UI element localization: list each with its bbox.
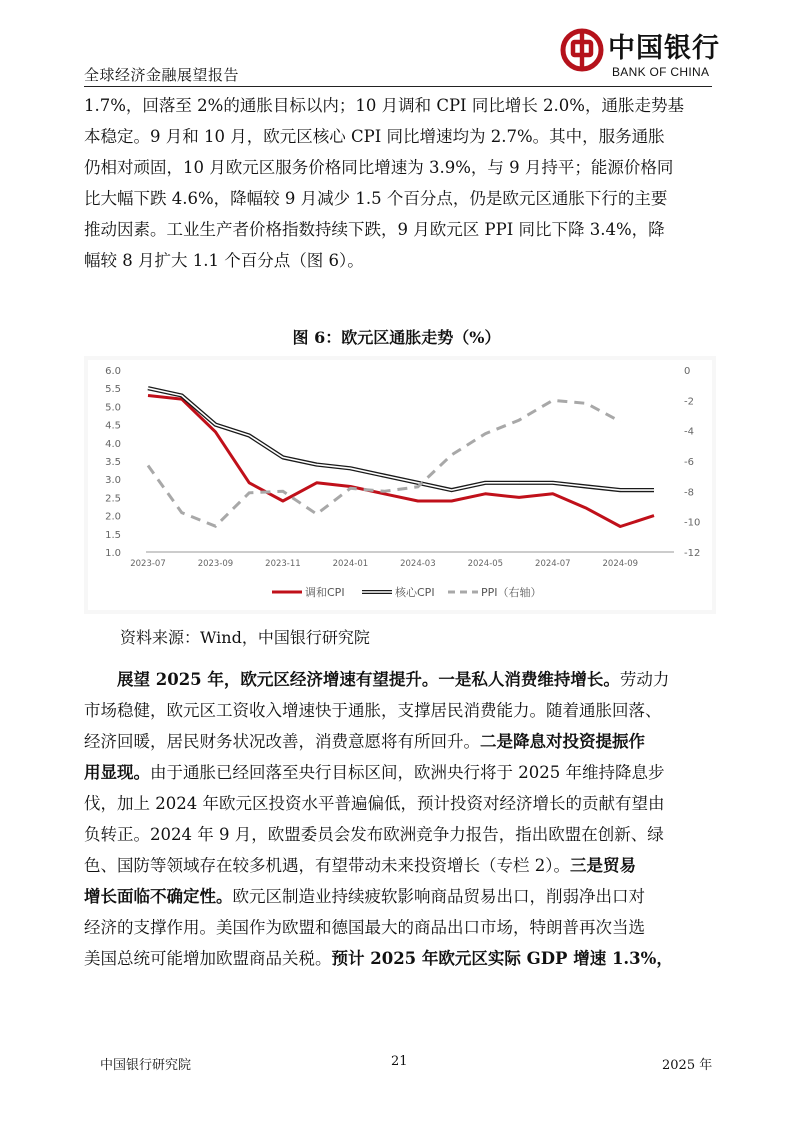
x-tick-label: 2023-09: [197, 559, 234, 569]
y-right-tick-label: 0: [684, 366, 691, 377]
text-span: 色、国防等领域存在较多机遇，有望带动未来投资增长（专栏 2）。: [84, 856, 570, 875]
y-right-tick-label: -8: [684, 487, 694, 499]
y-right-tick-label: -12: [684, 548, 701, 559]
figure-source: 资料来源：Wind，中国银行研究院: [120, 628, 370, 647]
text-line: 幅较 8 月扩大 1.1 个百分点（图 6）。: [84, 251, 364, 270]
y-left-tick-label: 4.5: [105, 420, 121, 432]
y-right-tick-label: -4: [684, 426, 694, 438]
x-tick-label: 2024-03: [400, 559, 436, 569]
header-rule: [84, 86, 712, 87]
text-line: [84, 664, 716, 695]
eurozone-inflation-chart: [84, 356, 716, 614]
text-span: 伐，加上 2024 年欧元区投资水平普遍偏低，预计投资对经济增长的贡献有望由: [84, 794, 665, 813]
bold-text: 用显现。: [84, 763, 150, 782]
legend-label: 核心CPI: [395, 586, 435, 599]
text-span: 负转正。2024 年 9 月，欧盟委员会发布欧洲竞争力报告，指出欧盟在创新、绿: [84, 825, 664, 844]
y-left-tick-label: 6.0: [105, 366, 121, 377]
text-line: 1.7%，回落至 2%的通胀目标以内；10 月调和 CPI 同比增长 2.0%，通胀走势基: [84, 96, 684, 115]
text-line: 推动因素。工业生产者价格指数持续下跌，9 月欧元区 PPI 同比下降 3.4%，降: [84, 220, 665, 239]
paragraph-inflation: [84, 90, 716, 276]
y-left-tick-label: 2.0: [105, 511, 121, 523]
text-line: [84, 819, 716, 850]
y-left-tick-label: 4.0: [105, 438, 121, 450]
y-left-tick-label: 5.0: [105, 402, 121, 414]
text-line: 仍相对顽固，10 月欧元区服务价格同比增速为 3.9%，与 9 月持平；能源价格同: [84, 158, 674, 177]
text-line: [84, 943, 716, 974]
page-header-title: 全球经济金融展望报告: [84, 66, 240, 84]
text-line: [84, 788, 716, 819]
text-line: 本稳定。9 月和 10 月，欧元区核心 CPI 同比增速均为 2.7%。其中，服务通胀: [84, 127, 665, 146]
y-left-tick-label: 2.5: [105, 493, 121, 505]
y-left-tick-label: 3.5: [105, 457, 121, 468]
x-tick-label: 2023-11: [265, 559, 301, 569]
text-line: 比大幅下跌 4.6%，降幅较 9 月减少 1.5 个百分点，仍是欧元区通胀下行的主要: [84, 189, 668, 208]
text-line: [84, 726, 716, 757]
text-span: 由于通胀已经回落至央行目标区间，欧洲央行将于 2025 年维持降息步: [150, 763, 665, 782]
bold-text: 预计 2025 年欧元区实际 GDP 增速 1.3%，: [331, 949, 673, 968]
bank-of-china-emblem-icon: [560, 28, 604, 72]
y-right-tick-label: -6: [684, 457, 694, 468]
paragraph-outlook: [84, 664, 716, 974]
text-line: [84, 881, 716, 912]
text-span: 经济回暖，居民财务状况改善，消费意愿将有所回升。: [84, 732, 480, 751]
y-right-tick-label: -10: [684, 517, 701, 529]
logo-english-name: BANK OF CHINA: [612, 65, 710, 79]
x-tick-label: 2024-05: [467, 559, 504, 569]
y-left-tick-label: 1.0: [105, 548, 121, 559]
footer-institution: 中国银行研究院: [100, 1058, 192, 1073]
y-right-tick-label: -2: [684, 396, 694, 408]
x-tick-label: 2023-07: [130, 559, 166, 569]
text-span: 市场稳健，欧元区工资收入增速快于通胀，支撑居民消费能力。随着通胀回落、: [84, 701, 662, 720]
legend-label: 调和CPI: [305, 586, 345, 599]
bold-text: 二是降息对投资提振作: [480, 732, 645, 751]
x-tick-label: 2024-07: [535, 559, 571, 569]
x-tick-label: 2024-09: [602, 559, 639, 569]
figure-title: 图 6：欧元区通胀走势（%）: [292, 328, 501, 347]
y-left-tick-label: 1.5: [105, 529, 121, 541]
bold-text: 增长面临不确定性。: [84, 887, 233, 906]
bold-text: 三是贸易: [570, 856, 636, 875]
text-line: [84, 850, 716, 881]
y-left-tick-label: 5.5: [105, 384, 121, 396]
text-line: [84, 912, 716, 943]
logo-chinese-name: 中国银行: [608, 33, 720, 64]
bold-text: 展望 2025 年，欧元区经济增速有望提升。一是私人消费维持增长。: [117, 670, 620, 689]
text-span: 经济的支撑作用。美国作为欧盟和德国最大的商品出口市场，特朗普再次当选: [84, 918, 645, 937]
text-span: 欧元区制造业持续疲软影响商品贸易出口，削弱净出口对: [232, 887, 645, 906]
legend-label: PPI（右轴）: [481, 586, 542, 599]
text-line: [84, 757, 716, 788]
text-line: [84, 695, 716, 726]
text-span: 美国总统可能增加欧盟商品关税。: [84, 949, 332, 968]
y-left-tick-label: 3.0: [105, 475, 121, 487]
x-tick-label: 2024-01: [332, 559, 369, 569]
footer-year: 2025 年: [662, 1058, 713, 1073]
text-span: 劳动力: [619, 670, 670, 689]
page-number: 21: [391, 1054, 408, 1069]
bank-of-china-logo: [560, 24, 720, 84]
